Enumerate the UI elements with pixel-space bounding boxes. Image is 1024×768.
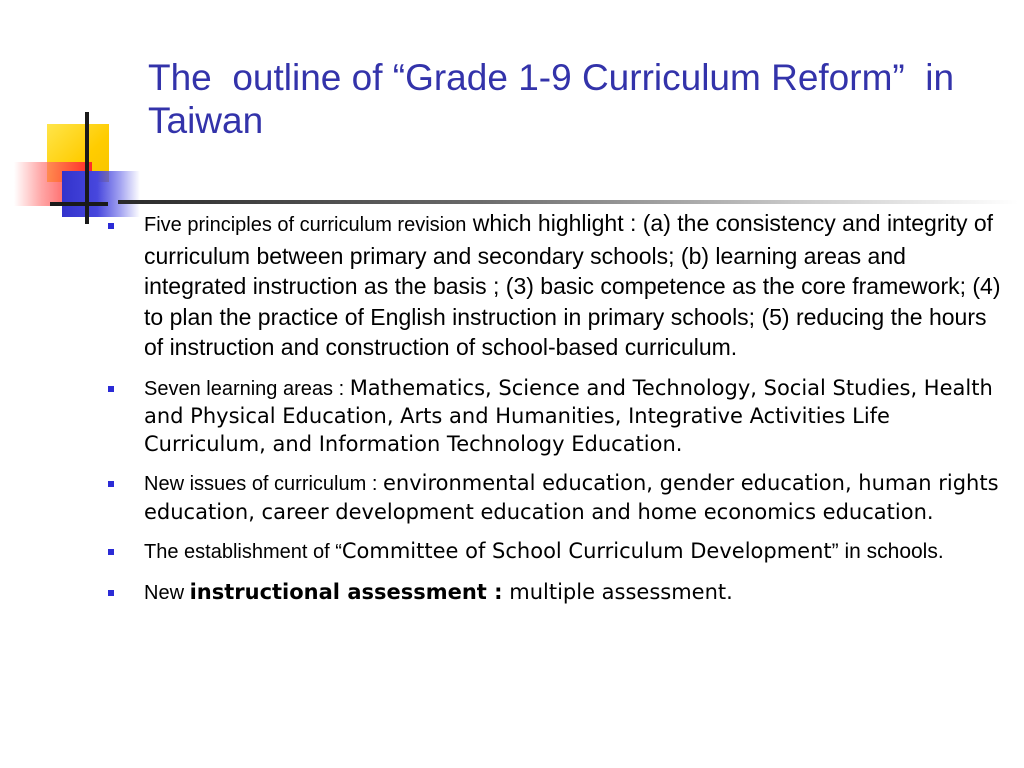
bullet-separator: :	[333, 377, 350, 400]
bullet-item-committee	[102, 538, 1002, 567]
bullet-body-text: which highlight : (a) the consistency and integrity of curriculum between primary and secondary schools; (b) learning areas and integrated instruction as the basis ; (3) basic competence as the core framework; (4) to plan the practice of English instruction in primary schools; (5) reducing the hours of instruction and construction of school-based curriculum.	[144, 210, 1001, 360]
bullet-lead-text: New issues of curriculum	[144, 473, 367, 495]
square-bullet-icon	[108, 223, 114, 229]
square-bullet-icon	[108, 481, 114, 487]
bullet-item-principles	[102, 208, 1002, 363]
bullet-body-text: Committee of School Curriculum Development	[341, 539, 832, 563]
bullet-body-text: Mathematics, Science and Technology, Social Studies, Health and Physical Education, Arts and Humanities, Integrative Activities Life Curriculum, and Information Technology Education.	[144, 375, 993, 456]
bullet-separator: :	[366, 473, 383, 495]
bullet-body-text: multiple assessment.	[502, 579, 733, 604]
bullet-lead-text: Five principles of curriculum revision	[144, 214, 467, 236]
bullet-item-new-issues	[102, 470, 1002, 526]
bullet-lead-text: Seven learning areas	[144, 377, 334, 400]
bullet-list	[102, 208, 1002, 619]
bullet-body-text: environmental education, gender education, human rights education, career development education and home economics education.	[144, 471, 999, 524]
bullet-item-assessment	[102, 579, 1002, 608]
bullet-lead-text: The establishment of “	[144, 541, 342, 563]
bullet-tail-text: ” in schools.	[831, 540, 944, 563]
bullet-lead-text: New	[144, 581, 190, 604]
bullet-bold-text: instructional assessment :	[189, 579, 503, 604]
decorative-horizontal-line	[50, 202, 108, 206]
slide-title: The outline of “Grade 1-9 Curriculum Reform” in Taiwan	[148, 57, 964, 141]
square-bullet-icon	[108, 386, 114, 392]
title-underline-rule	[118, 200, 1018, 204]
square-bullet-icon	[108, 549, 114, 555]
bullet-item-learning-areas	[102, 375, 1002, 459]
decorative-vertical-line	[85, 112, 89, 224]
square-bullet-icon	[108, 590, 114, 596]
